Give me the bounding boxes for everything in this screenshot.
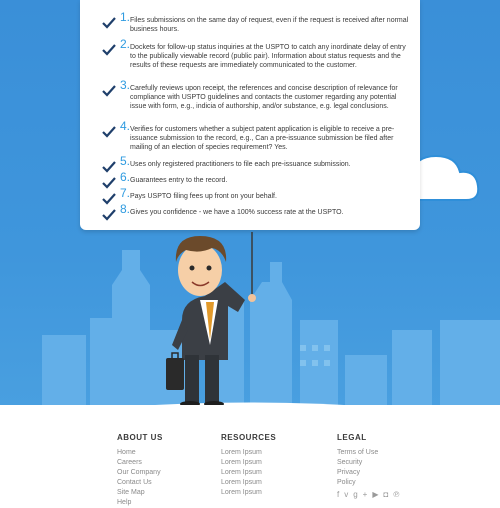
feature-number: 1. [120, 10, 131, 24]
footer-heading: ABOUT US [117, 433, 163, 442]
pinterest-icon[interactable]: ℗ [393, 490, 405, 499]
feature-number: 3. [120, 78, 131, 92]
footer-link-policy[interactable]: Policy [337, 479, 356, 486]
facebook-icon[interactable]: f [337, 490, 345, 499]
footer-link-resource[interactable]: Lorem Ipsum [221, 449, 262, 456]
feature-item [102, 170, 412, 185]
footer-link-security[interactable]: Security [337, 459, 363, 466]
checkmark-icon [102, 161, 116, 173]
footer-column-resources [221, 433, 276, 498]
footer-link-site-map[interactable]: Site Map [117, 489, 145, 496]
feature-item [102, 154, 412, 169]
checkmark-icon [102, 85, 116, 97]
google-plus-icon[interactable]: g+ [353, 490, 373, 499]
checkmark-icon [102, 193, 116, 205]
vimeo-icon[interactable]: v [344, 490, 354, 499]
feature-number: 8. [120, 202, 131, 216]
feature-item [102, 78, 412, 111]
footer-column-legal [337, 433, 378, 488]
footer-link-resource[interactable]: Lorem Ipsum [221, 489, 262, 496]
feature-item [102, 119, 412, 152]
footer-link-careers[interactable]: Careers [117, 459, 142, 466]
footer-heading: LEGAL [337, 433, 367, 442]
feature-number: 7. [120, 186, 131, 200]
feature-item [102, 37, 412, 70]
feature-item [102, 202, 412, 217]
feature-text: Guarantees entry to the record. [130, 177, 228, 184]
checkmark-icon [102, 126, 116, 138]
feature-number: 2. [120, 37, 131, 51]
footer-link-resource[interactable]: Lorem Ipsum [221, 469, 262, 476]
footer-link-help[interactable]: Help [117, 499, 132, 506]
footer-link-home[interactable]: Home [117, 449, 136, 456]
checkmark-icon [102, 44, 116, 56]
checkmark-icon [102, 209, 116, 221]
footer-link-resource[interactable]: Lorem Ipsum [221, 459, 262, 466]
feature-text: Gives you confidence - we have a 100% success rate at the USPTO. [130, 209, 344, 216]
feature-text: Dockets for follow-up status inquiries at the USPTO to catch any inordinate delay of entry to the publically viewable record (public pair). Information about status requests and the results of these requests are immediately communicated to the customer. [130, 44, 406, 69]
footer-link-our-company[interactable]: Our Company [117, 469, 161, 476]
footer-column-about [117, 433, 163, 508]
instagram-icon[interactable]: ◘ [383, 490, 394, 499]
skyline [42, 250, 500, 408]
feature-text: Pays USPTO filing fees up front on your behalf. [130, 193, 277, 200]
feature-number: 5. [120, 154, 131, 168]
feature-text: Files submissions on the same day of request, even if the request is received after normal business hours. [130, 17, 409, 33]
features-card [80, 0, 420, 230]
feature-number: 4. [120, 119, 131, 133]
footer-link-privacy[interactable]: Privacy [337, 469, 360, 476]
youtube-icon[interactable]: ▶ [372, 490, 384, 499]
social-icons [337, 490, 404, 499]
feature-text: Uses only registered practitioners to file each pre-issuance submission. [130, 161, 351, 168]
checkmark-icon [102, 177, 116, 189]
footer-link-contact-us[interactable]: Contact Us [117, 479, 152, 486]
feature-text: Carefully reviews upon receipt, the references and concise description of relevance for compliance with USPTO guidelines and contacts the customer regarding any potential issue with form, e.g., indicia of authorship, and/or substance, e.g. legal conclusions. [130, 85, 398, 110]
feature-text: Verifies for customers whether a subject patent application is eligible to receive a pre-issuance submission to the record, e.g., Can a pre-issuance submission be filed after mailing of an election of species requirement? Yes. [130, 126, 395, 151]
feature-item [102, 186, 412, 201]
footer-link-resource[interactable]: Lorem Ipsum [221, 479, 262, 486]
feature-item [102, 10, 412, 34]
footer-heading: RESOURCES [221, 433, 277, 442]
footer-link-terms[interactable]: Terms of Use [337, 449, 379, 456]
checkmark-icon [102, 17, 116, 29]
feature-number: 6. [120, 170, 131, 184]
briefcase-icon [166, 358, 184, 390]
